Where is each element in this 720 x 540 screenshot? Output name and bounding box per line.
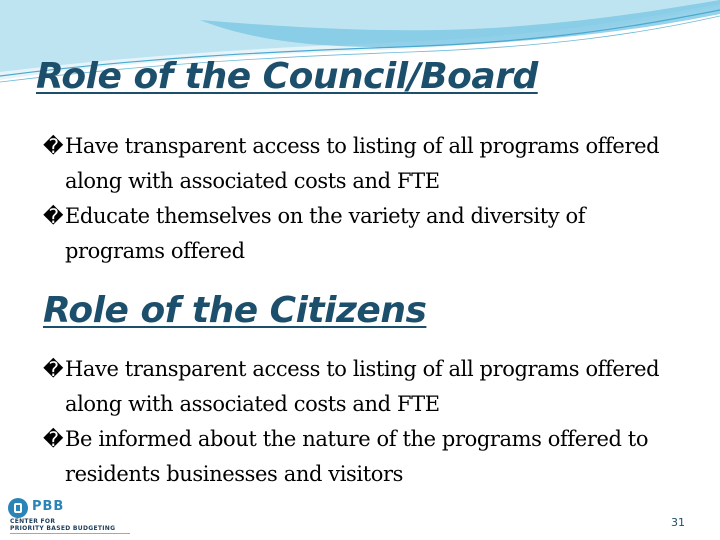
logo-divider [10, 533, 130, 534]
council-bullet-list [43, 129, 683, 269]
list-item [43, 129, 683, 199]
logo-text-line2: PRIORITY BASED BUDGETING [10, 525, 116, 532]
bullet-text: Have transparent access to listing of all programs offered along with associated costs and FTE [65, 134, 660, 193]
bullet-icon: � [43, 357, 64, 381]
bullet-icon: � [43, 134, 64, 158]
list-item [43, 199, 683, 269]
bullet-icon: � [43, 427, 64, 451]
list-item [43, 422, 693, 492]
pbb-logo-icon [8, 498, 28, 518]
bullet-text: Have transparent access to listing of all programs offered along with associated costs and FTE [65, 357, 660, 416]
citizens-bullet-list [43, 352, 693, 492]
pbb-logo [8, 498, 138, 538]
page-number: 31 [671, 516, 685, 529]
bullet-icon: � [43, 204, 64, 228]
list-item [43, 352, 693, 422]
logo-abbreviation: PBB [32, 499, 65, 514]
logo-text-line1: CENTER FOR [10, 518, 56, 525]
bullet-text: Be informed about the nature of the programs offered to residents businesses and visitors [65, 427, 649, 486]
section-title-council: Role of the Council/Board [36, 56, 538, 97]
bullet-text: Educate themselves on the variety and diversity of programs offered [65, 204, 586, 263]
section-title-citizens: Role of the Citizens [43, 290, 427, 331]
